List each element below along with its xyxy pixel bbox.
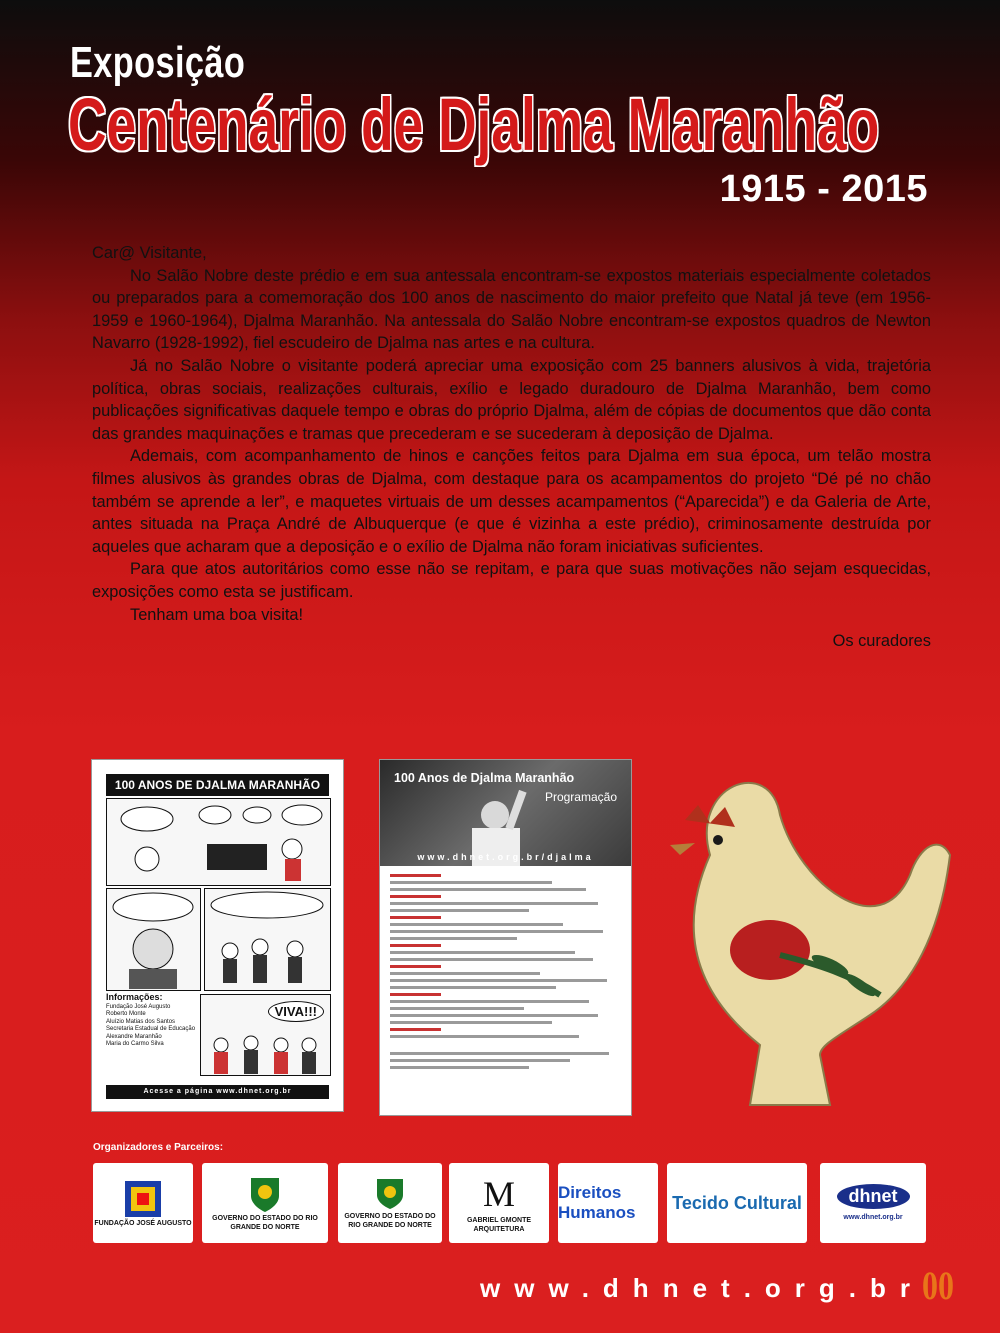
info-line: Maria do Carmo Silva [106, 1041, 164, 1047]
program-schedule [390, 874, 621, 1073]
logo-caption: FUNDAÇÃO JOSÉ AUGUSTO [94, 1219, 192, 1227]
dhnet-logo-icon: dhnet [837, 1184, 910, 1209]
comic-characters-illustration [107, 799, 329, 884]
letter-paragraph: Ademais, com acompanhamento de hinos e canções feitos para Djalma em sua época, um telão mostra filmes alusivos às grandes obras de Djalma, com destaque para os acampamentos do projeto “Dé pé no chão também se aprende a ler”, e maquetes virtuais de um desses acampamentos (“Aparecida”) e da Galeria de Arte, antes situada na Praça André de Albuquerque (e que é vizinha a este prédio), criminosamente destruída por aqueles que acharam que a deposição e o exílio de Djalma não foram iniciativas suficientes. [92, 447, 931, 556]
logo-caption: Tecido Cultural [672, 1192, 802, 1213]
letter-paragraph: Para que atos autoritários como esse não se repitam, e para que suas motivações não sejam esquecidas, exposições como esta se justificam. [92, 560, 931, 601]
page-number: 00 [922, 1263, 954, 1308]
info-line: Roberto Monte [106, 1011, 146, 1017]
comic-crowd-illustration [205, 889, 329, 989]
viva-balloon: VIVA!!! [268, 1001, 324, 1022]
info-line: Aluízio Matias dos Santos [106, 1018, 176, 1025]
logo-tecido-cultural [667, 1163, 807, 1243]
logo-fundacao-jose-augusto [93, 1163, 193, 1243]
footer-url[interactable]: www.dhnet.org.br [480, 1273, 925, 1303]
info-heading: Informações: [106, 992, 163, 1002]
svg-text:M: M [482, 1174, 516, 1214]
comic-panel [106, 888, 201, 991]
letter-paragraph: No Salão Nobre deste prédio e em sua antessala encontram-se expostos materiais especialmente coletados ou preparados para a comemoração dos 100 anos de nascimento do maior prefeito que Natal já teve (em 1956-1959 e 1960-1964), Djalma Maranhão. Na antessala do Salão Nobre encontram-se expostos quadros de Newton Navarro (1928-1992), fiel escudeiro de Djalma nas artes e na cultura. [92, 266, 931, 353]
program-poster [379, 759, 632, 1116]
comic-poster-title: 100 ANOS DE DJALMA MARANHÃO [106, 774, 329, 796]
program-title: 100 Anos de Djalma Maranhão [394, 771, 575, 785]
comic-panel [106, 798, 331, 886]
logo-caption: GOVERNO DO ESTADO DO RIO GRANDE DO NORTE [212, 1215, 318, 1231]
comic-poster-footer: Acesse a página www.dhnet.org.br [106, 1085, 329, 1099]
fja-emblem-icon [123, 1179, 163, 1219]
logo-caption: GABRIEL GMONTE ARQUITETURA [466, 1217, 532, 1233]
clay-rooster-sculpture [650, 745, 960, 1125]
page-title: Centenário de Djalma Maranhão [68, 83, 880, 166]
visitor-letter [92, 242, 931, 653]
logo-governo-rn-secretaria [338, 1163, 442, 1243]
comic-info [106, 994, 196, 1049]
letter-paragraph: Já no Salão Nobre o visitante poderá apreciar uma exposição com 25 banners alusivos à vida, trajetória política, obras sociais, realizações culturais, exílio e legado duradouro de Djalma Maranhão, bem como publicações significativas daquele tempo e obras do próprio Djalma, além de cópias de documentos que dão conta das grandes maquinações e tramas que precederam e se sucederam à deposição de Djalma. [92, 356, 931, 443]
gm-monogram-icon [479, 1172, 519, 1216]
rn-coat-of-arms-icon [374, 1176, 406, 1212]
program-subtitle: Programação [544, 790, 617, 804]
info-line: Alexandre Maranhão [106, 1033, 162, 1040]
letter-paragraph: Tenham uma boa visita! [130, 605, 304, 624]
comic-portrait-illustration [107, 889, 199, 989]
logo-caption: www.dhnet.org.br [843, 1214, 903, 1221]
rn-coat-of-arms-icon [247, 1174, 283, 1214]
comic-panel [200, 994, 331, 1076]
info-line: Secretaria Estadual de Educação [106, 1026, 196, 1032]
logo-dhnet [820, 1163, 926, 1243]
years: 1915 - 2015 [719, 168, 928, 210]
signature: Os curadores [832, 632, 931, 651]
partners-label: Organizadores e Parceiros: [93, 1142, 224, 1153]
comic-panel [204, 888, 331, 991]
logo-direitos-humanos [558, 1163, 658, 1243]
logo-gabriel-gmonte [449, 1163, 549, 1243]
info-line: Fundação José Augusto [106, 1003, 171, 1010]
title-kicker: Exposição [70, 38, 246, 87]
logo-caption: GOVERNO DO ESTADO DO RIO GRANDE DO NORTE [344, 1213, 436, 1229]
logo-governo-rn [202, 1163, 328, 1243]
logo-caption: Direitos Humanos [558, 1183, 636, 1222]
salutation: Car@ Visitante, [92, 244, 207, 262]
program-url: www.dhnet.org.br/djalma [417, 852, 594, 862]
comic-poster [91, 759, 344, 1112]
